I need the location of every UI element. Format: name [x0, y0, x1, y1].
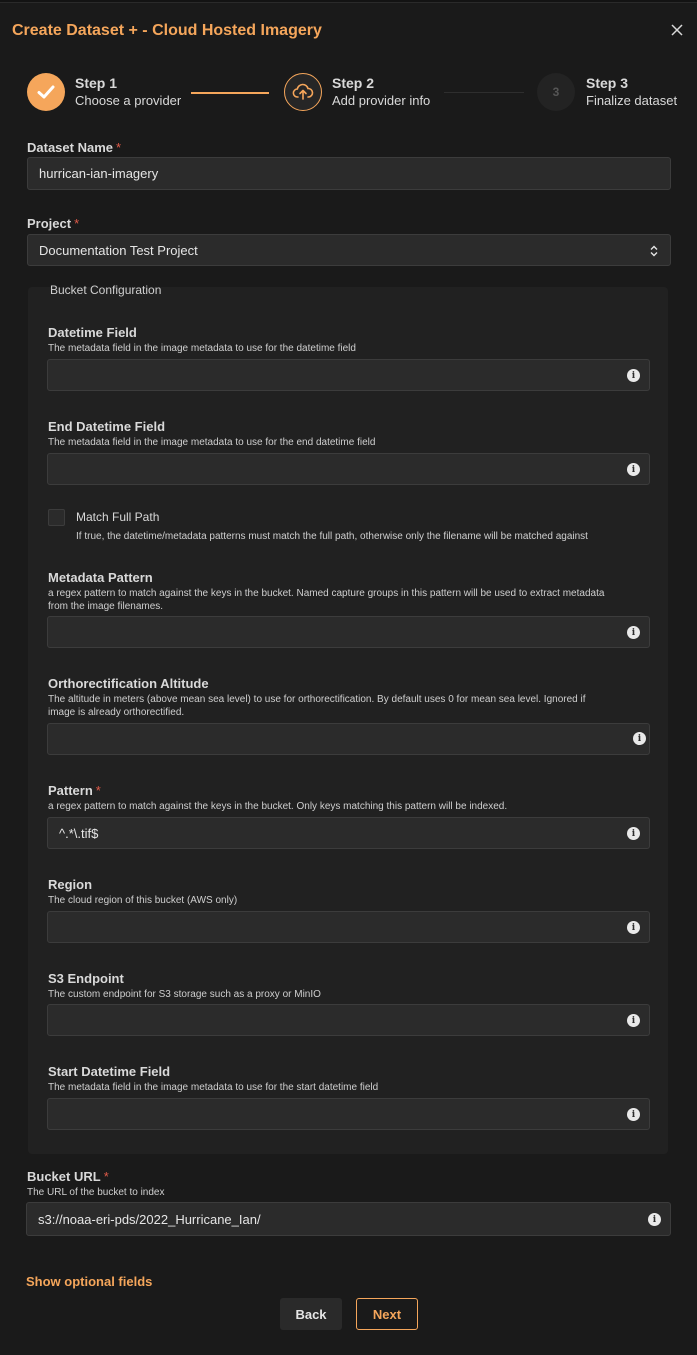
dataset-name-label: Dataset Name *	[27, 140, 122, 155]
pattern-description: a regex pattern to match against the keys in the bucket. Only keys matching this pattern will be indexed.	[48, 801, 508, 812]
metadata-pattern-input[interactable]	[47, 616, 650, 648]
datetime-field-input[interactable]	[47, 359, 650, 391]
bucket-url-input[interactable]: s3://noaa-eri-pds/2022_Hurricane_Ian/	[26, 1202, 671, 1236]
bucket-configuration-legend: Bucket Configuration	[50, 283, 162, 297]
region-label: Region	[48, 877, 93, 892]
match-full-path-label: Match Full Path	[76, 510, 160, 524]
ortho-altitude-label: Orthorectification Altitude	[48, 676, 209, 691]
step-2-subtitle: Add provider info	[332, 93, 431, 108]
info-icon[interactable]: i	[627, 369, 640, 382]
step-2-title: Step 2	[332, 75, 375, 91]
s3-endpoint-label: S3 Endpoint	[48, 971, 124, 986]
ortho-altitude-input[interactable]	[47, 723, 650, 755]
start-datetime-field-description: The metadata field in the image metadata to use for the start datetime field	[48, 1082, 379, 1093]
project-select[interactable]	[27, 234, 671, 266]
info-icon[interactable]: i	[627, 827, 640, 840]
step-connector-2	[444, 92, 524, 93]
project-label: Project *	[27, 216, 80, 231]
end-datetime-field-label: End Datetime Field	[48, 419, 166, 434]
step-2-active-icon	[284, 73, 322, 111]
datetime-field-label: Datetime Field	[48, 325, 137, 340]
pattern-input[interactable]: ^.*\.tif$	[47, 817, 650, 849]
info-icon[interactable]: i	[627, 1108, 640, 1121]
pattern-label: Pattern *	[48, 783, 101, 798]
datetime-field-description: The metadata field in the image metadata to use for the datetime field	[48, 343, 356, 354]
next-button[interactable]: Next	[356, 1298, 418, 1330]
start-datetime-field-input[interactable]	[47, 1098, 650, 1130]
metadata-pattern-label: Metadata Pattern	[48, 570, 153, 585]
start-datetime-field-label: Start Datetime Field	[48, 1064, 171, 1079]
end-datetime-field-description: The metadata field in the image metadata to use for the end datetime field	[48, 437, 376, 448]
ortho-altitude-description-1: The altitude in meters (above mean sea level) to use for orthorectification. By default uses 0 for mean sea level. Ignored if	[48, 694, 586, 705]
info-icon[interactable]: i	[627, 626, 640, 639]
metadata-pattern-description-2: from the image filenames.	[48, 601, 164, 612]
step-1-complete-icon	[27, 73, 65, 111]
step-1-subtitle: Choose a provider	[75, 93, 182, 108]
ortho-altitude-description-2: image is already orthorectified.	[48, 707, 185, 718]
show-optional-fields-link[interactable]: Show optional fields	[26, 1274, 153, 1289]
match-full-path-description: If true, the datetime/metadata patterns must match the full path, otherwise only the filename will be matched against	[76, 531, 588, 542]
project-select-value: Documentation Test Project	[39, 242, 198, 258]
step-3-subtitle: Finalize dataset	[586, 93, 678, 108]
step-3-title: Step 3	[586, 75, 629, 91]
info-icon[interactable]: i	[633, 732, 646, 745]
region-description: The cloud region of this bucket (AWS only)	[48, 895, 238, 906]
cloud-upload-icon	[291, 80, 315, 104]
check-icon	[35, 81, 57, 103]
back-button[interactable]: Back	[280, 1298, 342, 1330]
step-1-title: Step 1	[75, 75, 118, 91]
info-icon[interactable]: i	[627, 463, 640, 476]
info-icon[interactable]: i	[627, 921, 640, 934]
region-input[interactable]	[47, 911, 650, 943]
step-connector-1	[191, 92, 269, 94]
close-icon[interactable]	[668, 21, 686, 39]
create-dataset-dialog	[0, 2, 697, 1355]
s3-endpoint-input[interactable]	[47, 1004, 650, 1036]
bucket-url-description: The URL of the bucket to index	[27, 1187, 165, 1198]
metadata-pattern-description-1: a regex pattern to match against the keys in the bucket. Named capture groups in this pattern will be used to extract metadata	[48, 588, 605, 599]
end-datetime-field-input[interactable]	[47, 453, 650, 485]
step-3-number: 3	[537, 73, 575, 111]
dialog-title: Create Dataset + - Cloud Hosted Imagery	[12, 22, 322, 39]
bucket-url-label: Bucket URL *	[27, 1169, 109, 1184]
info-icon[interactable]: i	[648, 1213, 661, 1226]
match-full-path-checkbox[interactable]	[48, 509, 65, 526]
chevron-up-down-icon	[650, 245, 658, 257]
s3-endpoint-description: The custom endpoint for S3 storage such as a proxy or MinIO	[48, 989, 321, 1000]
info-icon[interactable]: i	[627, 1014, 640, 1027]
dataset-name-input[interactable]: hurrican-ian-imagery	[27, 157, 671, 190]
